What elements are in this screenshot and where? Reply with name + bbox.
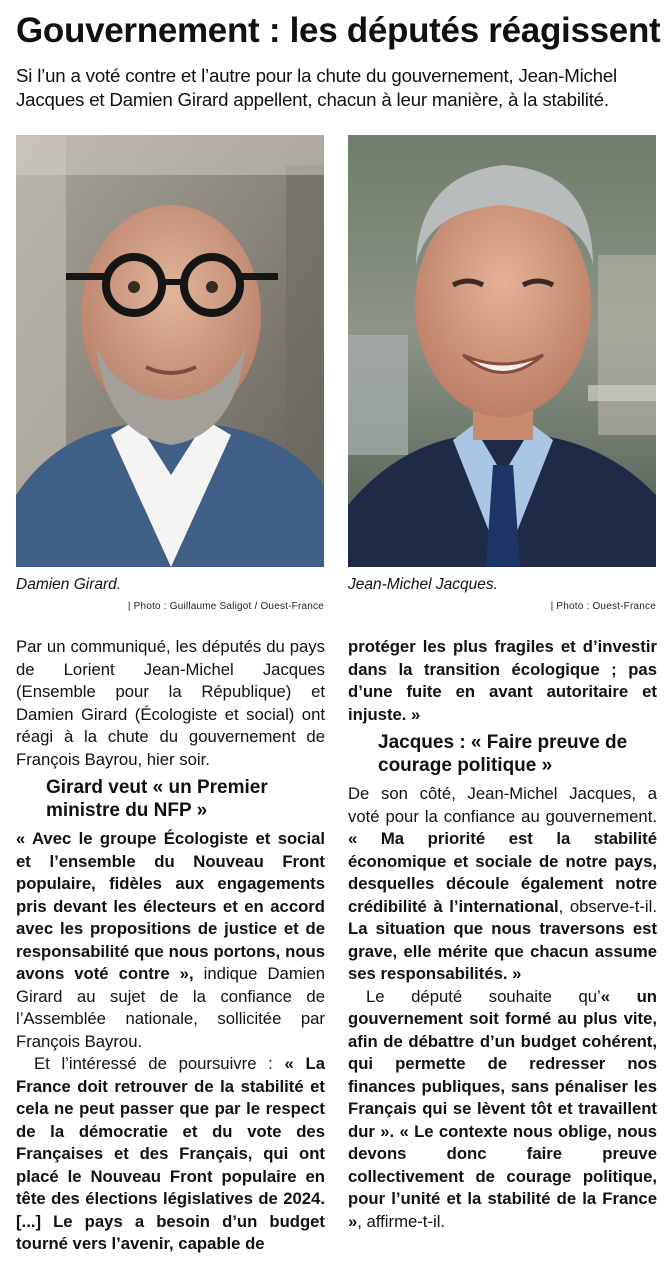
article-intro: Par un communiqué, les députés du pays de Lorient Jean-Michel Jacques (Ensemble pour la République) et Damien Girard (Écologiste et social) ont réagi à la chute du gouvernement de François Bayrou, hier soir. xyxy=(16,637,325,769)
girard-attribution-1: indique Damien Girard au sujet de la confiance de l’Assemblée nationale, sollicitée par François Bayrou. xyxy=(16,964,325,1051)
girard-lead-2: Et l’intéressé de poursuivre : xyxy=(34,1054,285,1073)
photo-caption-jacques: Jean-Michel Jacques. xyxy=(348,576,498,593)
girard-quote-1: « Avec le groupe Écologiste et social et l’ensemble du Nouveau Front populaire, fidèles aux engagements pris devant les électeurs et en accord avec les propositions de justice et de responsabilité que nous portons, nous avons voté contre », xyxy=(16,829,325,983)
girard-paragraph-2 xyxy=(16,1053,325,1256)
jacques-lead: De son côté, Jean-Michel Jacques, a voté pour la confiance au gouvernement. xyxy=(348,784,657,826)
photo-credit-girard: | Photo : Guillaume Saligot / Ouest-France xyxy=(127,601,324,612)
photo-jean-michel-jacques xyxy=(348,135,656,567)
article-column-left xyxy=(16,636,325,1256)
jacques-attribution-1: , observe-t-il. xyxy=(558,896,657,916)
jacques-attribution-2: , affirme-t-il. xyxy=(357,1211,446,1231)
girard-paragraph-1 xyxy=(16,828,325,1053)
girard-quote-2a: « La France doit retrouver de la stabilité et cela ne peut passer que par le respect de la démocratie et du vote des Françaises et des Français, qui ont placé le Nouveau Front populaire en tête des élections législatives de 2024. [...] Le pays a besoin d’un budget tourné vers l’avenir, capable de xyxy=(16,1054,325,1253)
jacques-quote-2b: « Le contexte nous oblige, nous devons donc faire preuve collectivement de courage politique, pour l’unité et la stabilité de la France » xyxy=(348,1121,658,1231)
jacques-quote-1b: La situation que nous traversons est grave, elle mérite que chacun assume ses responsabilités. » xyxy=(348,919,657,983)
article-column-right xyxy=(348,636,657,1233)
jacques-quote-1a: « Ma priorité est la stabilité économique et sociale de notre pays, desquelles découle également notre crédibilité à l’international xyxy=(348,829,657,916)
jacques-paragraph-2 xyxy=(348,986,657,1234)
portrait-illustration xyxy=(348,135,656,567)
subhead-girard: Girard veut « un Premier ministre du NFP » xyxy=(46,777,268,821)
photo-damien-girard xyxy=(16,135,324,567)
headline: Gouvernement : les députés réagissent xyxy=(16,11,661,50)
jacques-paragraph-1 xyxy=(348,783,657,986)
girard-paragraph-2-continued xyxy=(348,636,657,726)
photo-credit-jacques: | Photo : Ouest-France xyxy=(550,601,656,612)
girard-quote-2b: protéger les plus fragiles et d’investir dans la transition écologique ; pas d’une fuite en avant autoritaire et injuste. » xyxy=(348,637,657,724)
photo-caption-girard: Damien Girard. xyxy=(16,576,122,593)
standfirst: Si l’un a voté contre et l’autre pour la chute du gouvernement, Jean-Michel Jacques et Damien Girard appellent, chacun à leur manière, à la stabilité. xyxy=(16,65,618,110)
jacques-lead-2: Le député souhaite qu’ xyxy=(366,986,601,1006)
subhead-jacques: Jacques : « Faire preuve de courage politique » xyxy=(378,732,628,776)
jacques-quote-2a: « un gouvernement soit formé au plus vite, afin de débattre d’un budget cohérent, qui permette de redresser nos finances publiques, sans pénaliser les Français qui se lèvent tôt et travaillent dur ». xyxy=(348,986,657,1141)
portrait-illustration xyxy=(16,135,324,567)
